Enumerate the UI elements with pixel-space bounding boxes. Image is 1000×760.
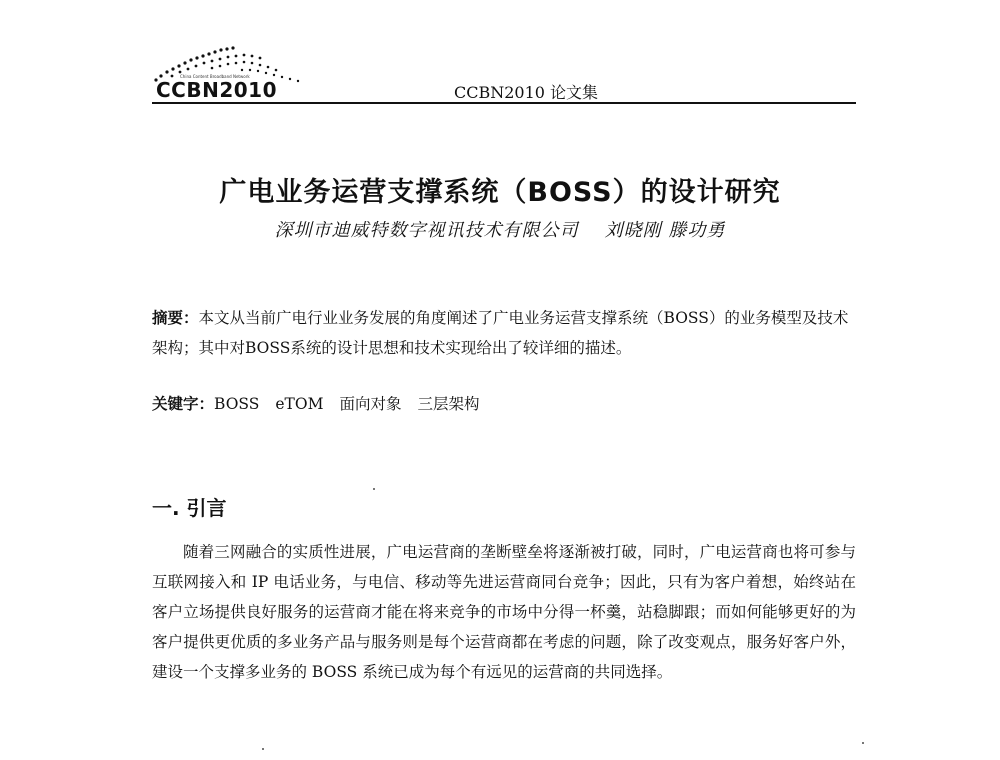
keywords [152,392,856,414]
paper-title: 广电业务运营支撑系统（BOSS）的设计研究 [219,177,781,208]
section-heading: 一. 引言 [152,496,227,520]
logo-small-text: China Content Broadband Network [180,74,250,79]
abstract-text: 本文从当前广电行业业务发展的角度阐述了广电业务运营支撑系统（BOSS）的业务模型及技术架构；其中对BOSS系统的设计思想和技术实现给出了较详细的描述。 [152,309,849,357]
abstract [152,303,856,363]
paragraph: 随着三网融合的实质性进展，广电运营商的垄断壁垒将逐渐被打破，同时，广电运营商也将可参与互联网接入和 IP 电话业务，与电信、移动等先进运营商同台竞争；因此，只有为客户着想，始终站在客户立场提供良好服务的运营商才能在将来竞争的市场中分得一杯羹，站稳脚跟；而如何能够更好的为客户提供更优质的多业务产品与服务则是每个运营商都在考虑的问题，除了改变观点，服务好客户外，建设一个支撑多业务的 BOSS 系统已成为每个有远见的运营商的共同选择。 [152,543,856,681]
abstract-label: 摘要： [152,309,199,327]
keyword-item: 面向对象 [339,395,402,413]
keyword-item: eTOM [275,395,324,413]
header-divider [152,102,856,104]
author-names: 刘晓刚 滕功勇 [604,220,726,241]
paper-byline [0,216,1000,242]
keyword-item: BOSS [214,395,260,413]
page-header [152,38,856,104]
logo-label: CCBN2010 [156,78,278,102]
section-body [152,537,856,687]
affiliation: 深圳市迪威特数字视讯技术有限公司 [274,220,579,241]
logo-wordmark [156,78,277,102]
scan-speck [262,748,264,750]
keyword-item: 三层架构 [417,395,480,413]
scan-speck [862,742,864,744]
keywords-label: 关键字： [152,395,215,413]
header-title: CCBN2010 论文集 [454,83,599,102]
scan-speck [373,488,375,490]
